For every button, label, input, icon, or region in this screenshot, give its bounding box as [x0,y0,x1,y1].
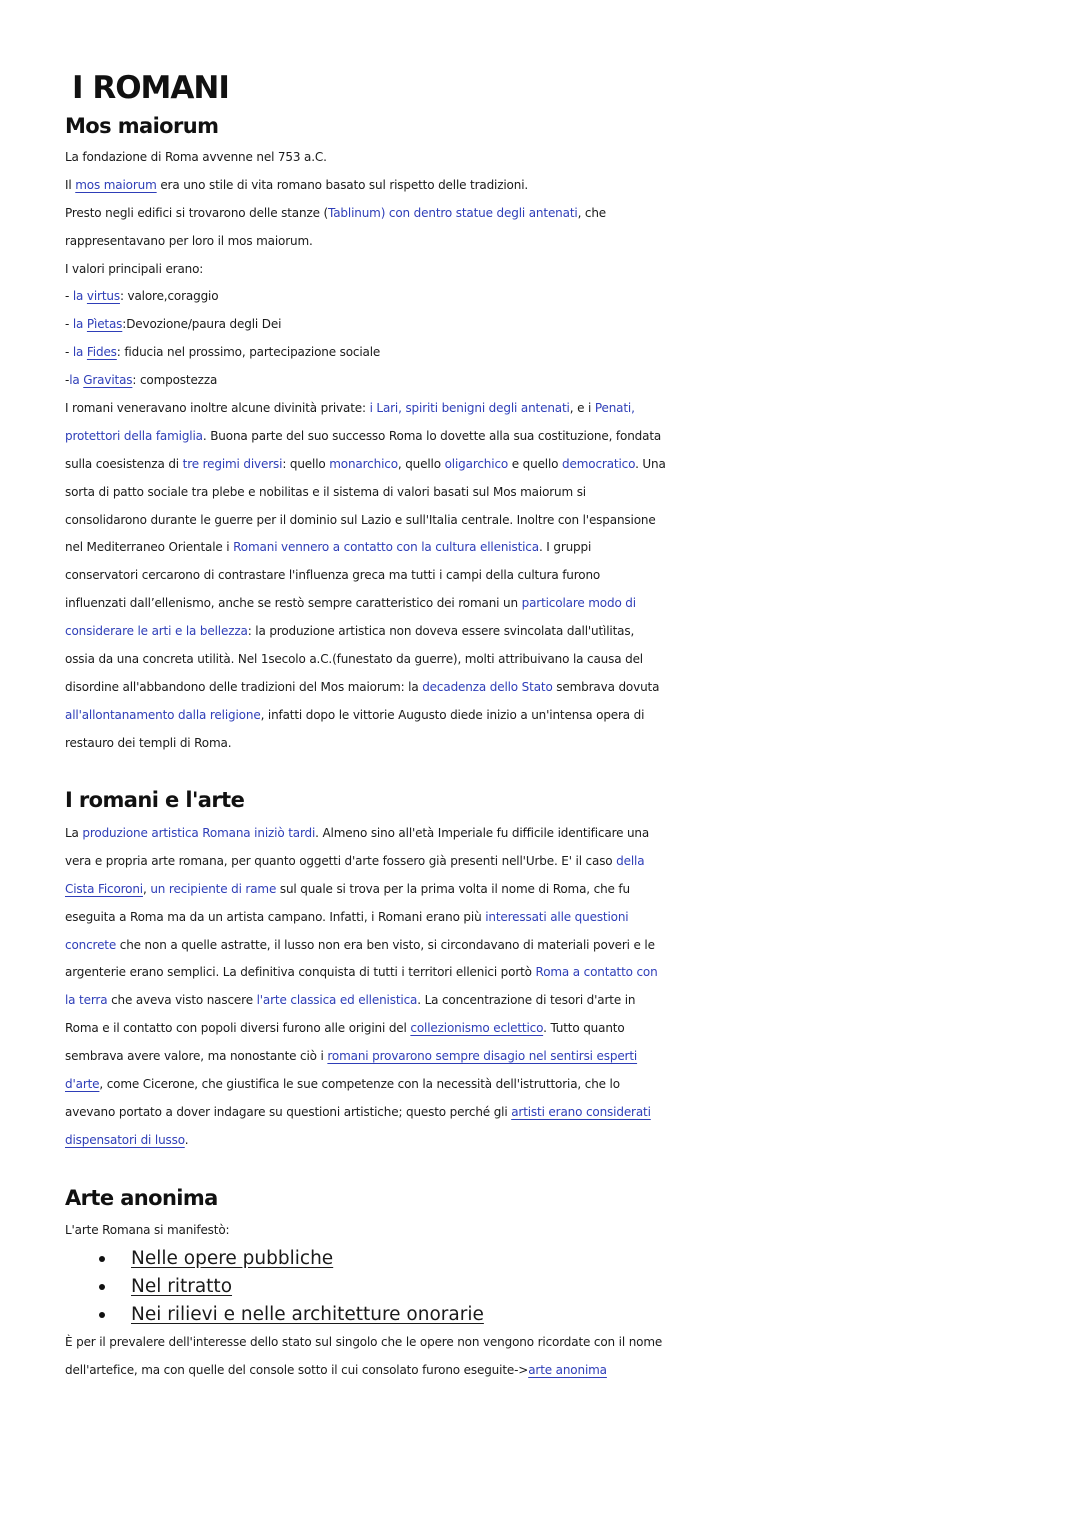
text-line: disordine all'abbandono delle tradizioni del Mos maiorum: la decadenza dello Stato sembrava dovuta [65,679,660,694]
text-line: È per il prevalere dell'interesse dello stato sul singolo che le opere non vengono ricordate con il nome [65,1335,663,1349]
list-item-label: Nei rilievi e nelle architetture onorarie [131,1303,484,1325]
text-line: all'allontanamento dalla religione, infatti dopo le vittorie Augusto diede inizio a un'intensa opera di [65,707,645,722]
text-line: la terra che aveva visto nascere l'arte classica ed ellenistica. La concentrazione di tesori d'arte in [65,993,636,1008]
text-line: sulla coesistenza di tre regimi diversi: quello monarchico, quello oligarchico e quello democratico. Una [65,456,666,471]
link-pietas[interactable]: Pìetas [86,317,123,332]
link-arte-anonima[interactable]: arte anonima [528,1362,607,1377]
link-cista-ficoroni[interactable]: Cista Ficoroni [65,881,143,896]
bullet-icon [99,1256,105,1262]
heading-mos-maiorum: Mos maiorum [65,114,219,138]
value-item-pietas: - la Pìetas:Devozione/paura degli Dei [65,317,282,332]
section-romani-arte [65,820,1025,1155]
list-item-label: Nel ritratto [131,1275,233,1297]
text-line: Roma e il contatto con popoli diversi furono alle origini del collezionismo eclettico. Tutto quanto [65,1021,625,1036]
list-item [65,1273,484,1301]
text-line: Presto negli edifici si trovarono delle stanze (Tablinum) con dentro statue degli antenati, che [65,205,607,220]
text-line: La produzione artistica Romana iniziò tardi. Almeno sino all'età Imperiale fu difficile identificare una [65,826,650,840]
link-collezionismo[interactable]: collezionismo eclettico [410,1021,544,1036]
text-line: dell'artefice, ma con quelle del console sotto il cui consolato furono eseguite->arte anonima [65,1362,607,1377]
value-item-fides: - la Fides: fiducia nel prossimo, partecipazione sociale [65,345,381,360]
section-arte-anonima-conclusion [65,1329,1025,1385]
text-line: protettori della famiglia. Buona parte del suo successo Roma lo dovette alla sua costituzione, fondata [65,428,662,443]
text-line: L'arte Romana si manifestò: [65,1223,230,1237]
text-line: avevano portato a dover indagare su questioni artistiche; questo perché gli artisti erano considerati [65,1104,651,1119]
text-line: considerare le arti e la bellezza: la produzione artistica non doveva essere svincolata dall'utìlitas, [65,624,635,639]
link-artisti[interactable]: artisti erano considerati [511,1104,651,1119]
text-line: I valori principali erano: [65,261,204,276]
bullet-list [65,1245,484,1329]
text-line: argenterie erano semplici. La definitiva conquista di tutti i territori ellenici portò Roma a contatto con [65,965,658,980]
text-line: sorta di patto sociale tra plebe e nobilitas e il sistema di valori basati sul Mos maiorum si [65,484,586,499]
page-title: I ROMANI [72,70,229,106]
bullet-icon [99,1284,105,1290]
link-dispensatori[interactable]: dispensatori di lusso [65,1132,185,1147]
text-line: eseguita a Roma ma da un artista campano. Infatti, i Romani erano più interessati alle questioni [65,909,629,924]
link-mos-maiorum[interactable]: mos maiorum [75,177,157,192]
text-line: Il mos maiorum era uno stile di vita romano basato sul rispetto delle tradizioni. [65,177,529,192]
text-line: Cista Ficoroni, un recipiente di rame sul quale si trova per la prima volta il nome di Roma, che fu [65,881,630,896]
link-darte[interactable]: d'arte [65,1077,100,1092]
section-arte-anonima-intro [65,1217,1025,1245]
text-line: vera e propria arte romana, per quanto oggetti d'arte fossero già presenti nell'Urbe. E' il caso della [65,853,645,868]
text-line: rappresentavano per loro il mos maiorum. [65,233,313,248]
text-line: influenzati dall’ellenismo, anche se restò sempre caratteristico dei romani un particolare modo di [65,596,636,611]
text-line: ossia da una concreta utilità. Nel 1secolo a.C.(funestato da guerre), molti attribuivano la causa del [65,652,643,667]
value-item-gravitas: -la Gravitas: compostezza [65,373,218,388]
text-line: dispensatori di lusso. [65,1132,189,1147]
link-fides[interactable]: Fides [86,345,117,360]
text-line: I romani veneravano inoltre alcune divinità private: i Lari, spiriti benigni degli antenati, e i Penati, [65,401,635,416]
text-line: nel Mediterraneo Orientale i Romani vennero a contatto con la cultura ellenistica. I gruppi [65,540,592,555]
text-line: consolidarono durante le guerre per il dominio sul Lazio e sull'Italia centrale. Inoltre con l'espansione [65,512,656,527]
text-line: concrete che non a quelle astratte, il lusso non era ben visto, si circondavano di materiali poveri e le [65,937,655,952]
text-line: conservatori cercarono di contrastare l'influenza greca ma tutti i campi della cultura furono [65,568,601,583]
link-virtus[interactable]: virtus [86,289,120,304]
section-mos-maiorum [65,144,1025,758]
text-line: d'arte, come Cicerone, che giustifica le sue competenze con la necessità dell'istruttoria, che lo [65,1077,620,1092]
link-gravitas[interactable]: Gravitas [83,373,133,388]
highlight-tablinum: Tablinum) con dentro statue degli antenati [328,205,578,220]
text-line: restauro dei templi di Roma. [65,735,232,750]
link-disagio[interactable]: romani provarono sempre disagio nel sentirsi esperti [327,1049,638,1064]
text-line: La fondazione di Roma avvenne nel 753 a.C. [65,150,327,164]
heading-arte-anonima: Arte anonima [65,1186,218,1210]
heading-romani-arte: I romani e l'arte [65,788,245,812]
list-item [65,1245,484,1273]
text-line: sembrava avere valore, ma nonostante ciò i romani provarono sempre disagio nel sentirsi esperti [65,1049,638,1064]
bullet-icon [99,1312,105,1318]
value-item-virtus: - la virtus: valore,coraggio [65,289,219,304]
list-item [65,1301,484,1329]
list-item-label: Nelle opere pubbliche [131,1248,334,1269]
